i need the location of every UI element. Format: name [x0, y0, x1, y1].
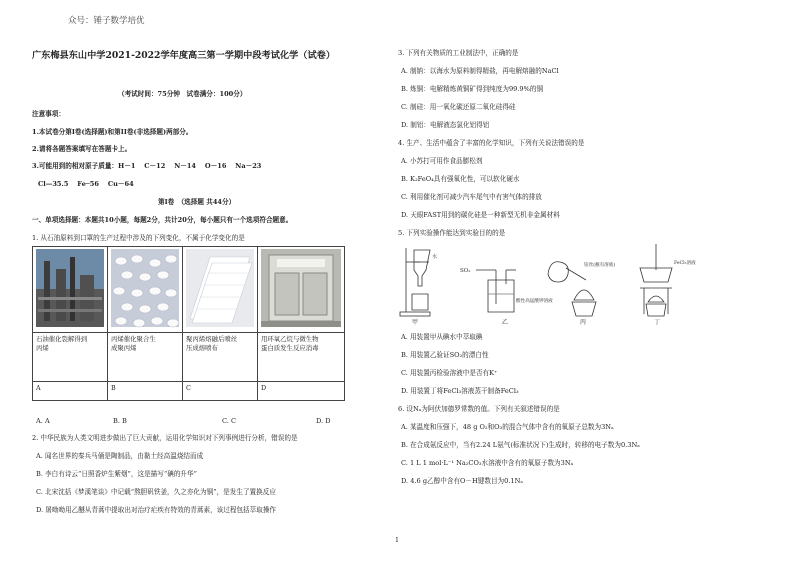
apparatus-label-ding: 丁 [654, 319, 661, 326]
q1-table [32, 246, 345, 401]
q4-option-d: D. 天眼FAST用到的碳化硅是一种新型无机非金属材料 [401, 211, 560, 219]
alcohol-lamp [646, 304, 666, 316]
q3-option-a: A. 制钠：以海水为原料制得精盐，再电解熔融的NaCl [401, 67, 559, 75]
q1-letter: C [183, 382, 258, 401]
q4-stem: 4. 生产、生活中蕴含了丰富的化学知识，下列有关说法错误的是 [398, 139, 585, 147]
q5-apparatus-diagram [398, 240, 696, 326]
section-heading: 第Ⅰ卷 （选择题 共44分） [158, 198, 236, 206]
beaker-ding [640, 268, 672, 282]
q1-image-cell [108, 247, 183, 333]
q6-option-d: D. 4.6 g乙醇中含有O－H键数目为0.1Nₐ [401, 477, 523, 485]
notes-title: 注意事项： [32, 110, 65, 118]
q1-option-b: B. B [113, 417, 127, 425]
separatory-funnel [414, 250, 430, 286]
q1-stem: 1. 从石油原料到口罩的生产过程中涉及的下列变化，不属于化学变化的是 [32, 234, 245, 242]
q1-letter: B [108, 382, 183, 401]
label-so2: SO₂ [460, 268, 471, 274]
observer-head [548, 262, 568, 282]
refinery-photo [36, 249, 104, 327]
q6-stem: 6. 设Nₐ为阿伏加德罗常数的值。下列有关叙述错误的是 [398, 405, 560, 413]
q5-stem: 5. 下列实验操作能达到实验目的的是 [398, 229, 506, 237]
polypropylene-pellets-photo [111, 249, 179, 327]
watermark-text: 众号：锤子数学培优 [68, 16, 145, 26]
q1-option-c: C. C [222, 417, 237, 425]
apparatus-label-yi: 乙 [502, 319, 509, 326]
q1-caption-b: 丙烯催化聚合生 成聚丙烯 [108, 333, 183, 382]
q1-image-cell [33, 247, 108, 333]
q3-option-b: B. 炼铜：电解精炼黄铜矿得到纯度为99.9%的铜 [401, 85, 544, 93]
q1-option-d: D. D [316, 417, 331, 425]
label-water: 水 [432, 254, 438, 260]
beaker-jia [412, 294, 428, 310]
meltblown-fabric-photo [186, 249, 254, 327]
q1-caption-a: 石油催化裂解得到 丙烯 [33, 333, 108, 382]
note-1: 1.本试卷分第I卷(选择题)和第II卷(非选择题)两部分。 [32, 128, 193, 136]
label-fecl3: FeCl₃溶液 [674, 261, 696, 266]
q5-option-c: C. 用装置丙检验溶液中是否有K⁺ [401, 369, 498, 377]
label-pt-wire: 铂丝(蘸有溶液) [584, 263, 616, 268]
q3-option-d: D. 制铝：电解液态氯化铝得铝 [401, 121, 490, 129]
note-2: 2.请将各题答案填写在答题卡上。 [32, 145, 132, 153]
exam-time-info: （考试时间：75分钟 试卷满分：100分） [118, 90, 247, 98]
exam-title: 广东梅县东山中学2021-2022学年度高三第一学期中段考试化学（试卷） [32, 50, 336, 61]
q3-stem: 3. 下列有关物质的工业制法中，正确的是 [398, 49, 519, 57]
q3-option-c: C. 制硅：用一氧化碳还原二氧化硅得硅 [401, 103, 516, 111]
note-4: Cl—35.5 Fe─56 Cu－64 [38, 180, 134, 188]
q2-option-d: D. 屠呦呦用乙醚从青蒿中提取出对治疗疟疾有特效的青蒿素，该过程包括萃取操作 [36, 506, 277, 514]
q1-image-cell [258, 247, 345, 333]
q1-caption-row [33, 333, 345, 382]
flame [648, 296, 664, 302]
flame [574, 290, 594, 300]
page-number: 1 [395, 537, 399, 544]
wash-bottle [488, 280, 514, 312]
q6-option-b: B. 在合成氨反应中，当有2.24 L氨气(标准状况下)生成时，转移的电子数为0.3Nₐ [401, 441, 640, 449]
platinum-wire [566, 268, 586, 280]
q6-option-a: A. 某温度和压强下，48 g O₂和O₃的混合气体中含有的氧原子总数为3Nₐ [401, 423, 614, 431]
q1-letter: A [33, 382, 108, 401]
q2-option-a: A. 闻名世界的秦兵马俑是陶制品，由黏土经高温烧结而成 [36, 452, 204, 460]
q5-option-a: A. 用装置甲从碘水中萃取碘 [401, 333, 483, 341]
q1-caption-d: 用环氧乙烷与微生物 蛋白质发生反应消毒 [258, 333, 345, 382]
q4-option-c: C. 利用催化剂可减少汽车尾气中有害气体的排放 [401, 193, 542, 201]
apparatus-label-bing: 丙 [580, 319, 587, 326]
q5-option-d: D. 用装置丁将FeCl₃溶液蒸干制备FeCl₃ [401, 387, 519, 395]
label-solution: 酸性高锰酸钾溶液 [516, 299, 553, 304]
q6-option-c: C. 1 L 1 mol·L⁻¹ Na₂CO₃水溶液中含有的氧原子数为3Nₐ [401, 459, 574, 467]
q5-option-b: B. 用装置乙验证SO₂的漂白性 [401, 351, 489, 359]
apparatus-label-jia: 甲 [412, 319, 419, 326]
q1-image-row [33, 247, 345, 333]
q4-option-b: B. K₂FeO₄具有强氧化性，可以软化硬水 [401, 175, 520, 183]
q1-caption-c: 聚丙烯熔融后喷丝 压成熔喷布 [183, 333, 258, 382]
part1-heading: 一、单项选择题：本题共10小题，每题2分，共计20分，每小题只有一个选项符合题意。 [32, 216, 293, 224]
note-3: 3.可能用到的相对原子质量：H－1 C－12 N－14 O－16 Na－23 [32, 162, 262, 170]
q1-image-cell [183, 247, 258, 333]
q2-option-c: C. 北宋沈括《梦溪笔谈》中记载“熬胆矾铁釜，久之亦化为铜”，是发生了置换反应 [36, 488, 276, 496]
stand-base [400, 312, 430, 316]
alcohol-lamp [572, 302, 596, 316]
q1-letter-row [33, 382, 345, 401]
q1-letter: D [258, 382, 345, 401]
sterilization-equipment-photo [261, 249, 341, 327]
q4-option-a: A. 小苏打可用作食品膨松剂 [401, 157, 483, 165]
q1-option-a: A. A [36, 417, 50, 425]
q2-stem: 2. 中华民族为人类文明进步做出了巨大贡献，运用化学知识对下列事例进行分析，错误的是 [32, 434, 298, 442]
q2-option-b: B. 李白有诗云“日照香炉生紫烟”，这是描写“碘的升华” [36, 470, 197, 478]
